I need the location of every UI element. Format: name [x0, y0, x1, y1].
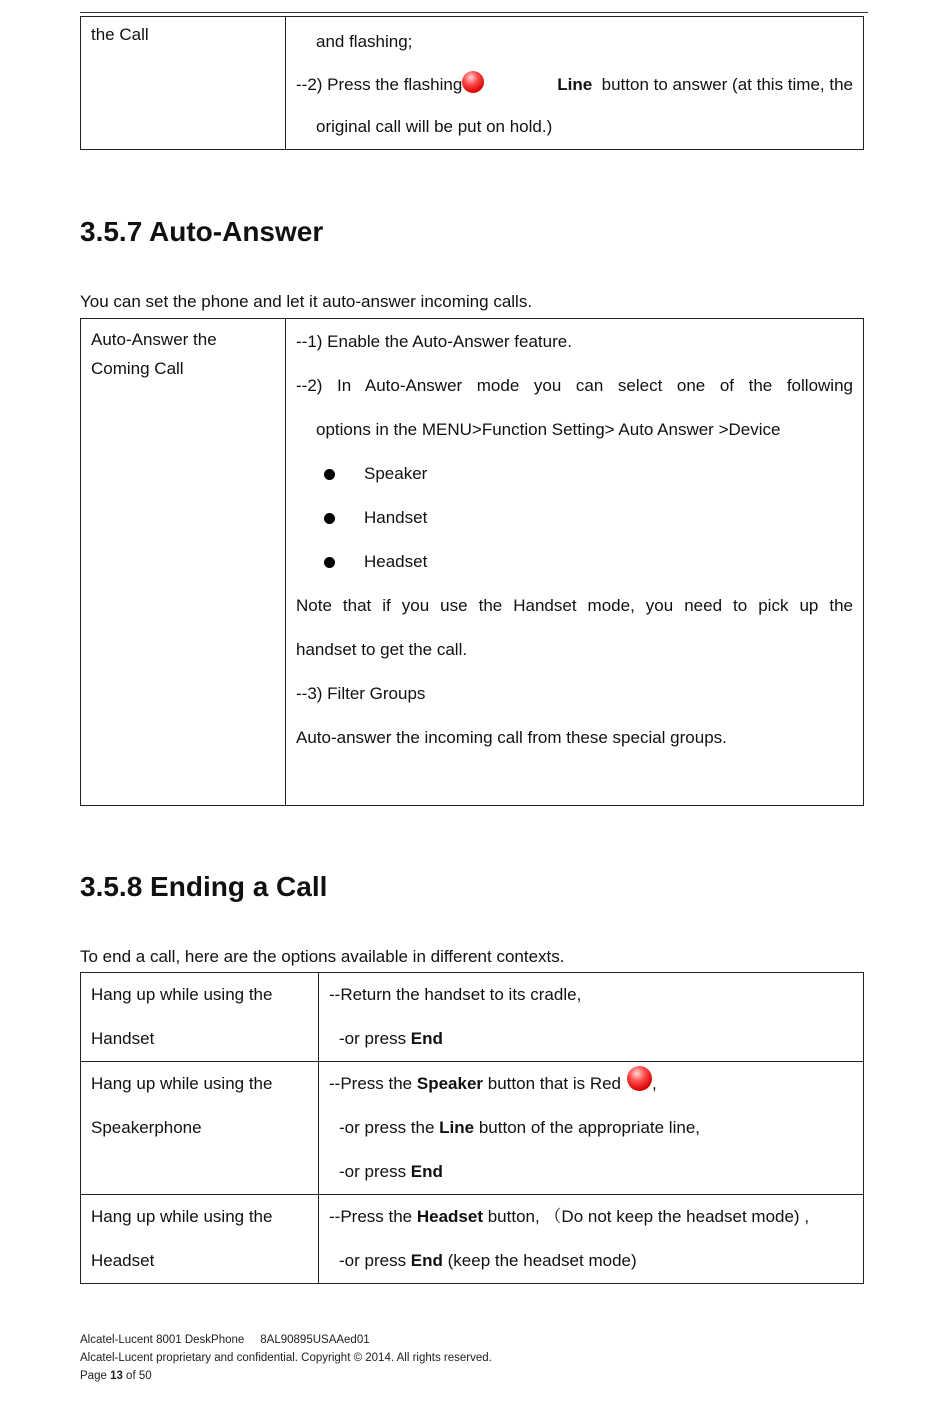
- footer-copyright: Alcatel-Lucent proprietary and confidential. Copyright © 2014. All rights reserved.: [80, 1352, 492, 1364]
- table-content-cell: [319, 973, 864, 1062]
- text-segment: button of the appropriate line,: [474, 1118, 700, 1137]
- text-segment: -or press: [339, 1162, 411, 1181]
- text-segment: --Press the: [329, 1074, 417, 1093]
- header-rule: [80, 12, 868, 13]
- red-line-button-icon: [462, 71, 484, 93]
- text-segment: --Press the: [329, 1207, 417, 1226]
- text-segment: Page: [80, 1370, 111, 1382]
- text-segment: ,: [652, 1074, 657, 1093]
- text-line: --1) Enable the Auto-Answer feature.: [296, 332, 572, 351]
- text-line: [296, 63, 853, 107]
- text-line: original call will be put on hold.): [316, 117, 553, 136]
- text-segment: of 50: [122, 1370, 152, 1382]
- section-intro: To end a call, here are the options available in different contexts.: [80, 947, 565, 966]
- text-segment: button that is Red: [483, 1074, 622, 1093]
- ending-call-table: [80, 972, 864, 1284]
- text-line: [329, 1195, 853, 1239]
- table-content-cell: [286, 17, 864, 150]
- text-segment: -or press: [339, 1029, 411, 1048]
- footer-product-line: Alcatel-Lucent 8001 DeskPhone 8AL90895USAAed01: [80, 1334, 370, 1346]
- end-key-label: End: [410, 1162, 443, 1181]
- text-segment: -or press: [339, 1251, 411, 1270]
- row-label: Auto-Answer the Coming Call: [91, 330, 217, 378]
- auto-answer-table: [80, 318, 864, 806]
- table-row: [81, 17, 864, 150]
- option-label: Handset: [364, 508, 428, 527]
- text-segment: Note that if you use the Handset mode, you need to pick up the: [296, 596, 853, 615]
- bullet-icon: [324, 469, 335, 480]
- text-segment: --2) In Auto-Answer mode you can select one of the following: [296, 376, 853, 395]
- table-content-cell: [319, 1062, 864, 1195]
- text-line: [329, 1150, 853, 1194]
- bullet-icon: [324, 557, 335, 568]
- table-label-cell: [81, 973, 319, 1062]
- text-segment: button to answer (at this time, the: [601, 75, 853, 94]
- line-button-label: Line: [557, 75, 593, 94]
- table-row: [81, 1195, 864, 1284]
- section-intro: You can set the phone and let it auto-answer incoming calls.: [80, 292, 533, 311]
- text-line: handset to get the call.: [296, 640, 468, 659]
- red-speaker-button-icon: [627, 1066, 652, 1091]
- headset-key-label: Headset: [416, 1207, 483, 1226]
- footer-page-number: [80, 1367, 492, 1385]
- list-item: [296, 540, 853, 584]
- table-label-cell: [81, 1195, 319, 1284]
- text-segment: button, （Do not keep the headset mode) ,: [483, 1207, 810, 1226]
- table-content-cell: [319, 1195, 864, 1284]
- line-key-label: Line: [439, 1118, 475, 1137]
- table-row: [81, 973, 864, 1062]
- table-row: [81, 319, 864, 806]
- row-label: Hang up while using the Handset: [91, 985, 273, 1048]
- text-line: [329, 1239, 853, 1283]
- section-heading-ending-call: 3.5.8 Ending a Call: [80, 871, 328, 902]
- list-item: [296, 452, 853, 496]
- text-line: --Return the handset to its cradle,: [329, 985, 582, 1004]
- text-segment: -or press the: [339, 1118, 440, 1137]
- option-label: Speaker: [364, 464, 428, 483]
- text-line: [329, 1106, 853, 1150]
- text-line: options in the MENU>Function Setting> Auto Answer >Device: [316, 420, 781, 439]
- speaker-key-label: Speaker: [416, 1074, 484, 1093]
- list-item: [296, 496, 853, 540]
- call-waiting-table: [80, 16, 864, 150]
- text-line: [296, 584, 853, 628]
- row-label: Hang up while using the Headset: [91, 1207, 273, 1270]
- row-label: the Call: [91, 25, 149, 44]
- table-row: [81, 1062, 864, 1195]
- text-segment: (keep the headset mode): [442, 1251, 637, 1270]
- page-footer: [80, 1331, 492, 1385]
- row-label: Hang up while using the Speakerphone: [91, 1074, 273, 1137]
- section-heading-auto-answer: 3.5.7 Auto-Answer: [80, 216, 324, 247]
- current-page: 13: [110, 1370, 123, 1382]
- text-line: [329, 1062, 853, 1106]
- table-label-cell: [81, 1062, 319, 1195]
- end-key-label: End: [410, 1251, 443, 1270]
- bullet-icon: [324, 513, 335, 524]
- text-line: --3) Filter Groups: [296, 684, 426, 703]
- text-line: [329, 1017, 853, 1061]
- table-label-cell: [81, 319, 286, 806]
- text-segment: --2) Press the flashing: [296, 75, 463, 94]
- text-line: [296, 364, 853, 408]
- option-label: Headset: [364, 552, 428, 571]
- text-line: Auto-answer the incoming call from these special groups.: [296, 728, 727, 747]
- table-content-cell: [286, 319, 864, 806]
- table-label-cell: [81, 17, 286, 150]
- end-key-label: End: [410, 1029, 443, 1048]
- text-line: and flashing;: [316, 32, 413, 51]
